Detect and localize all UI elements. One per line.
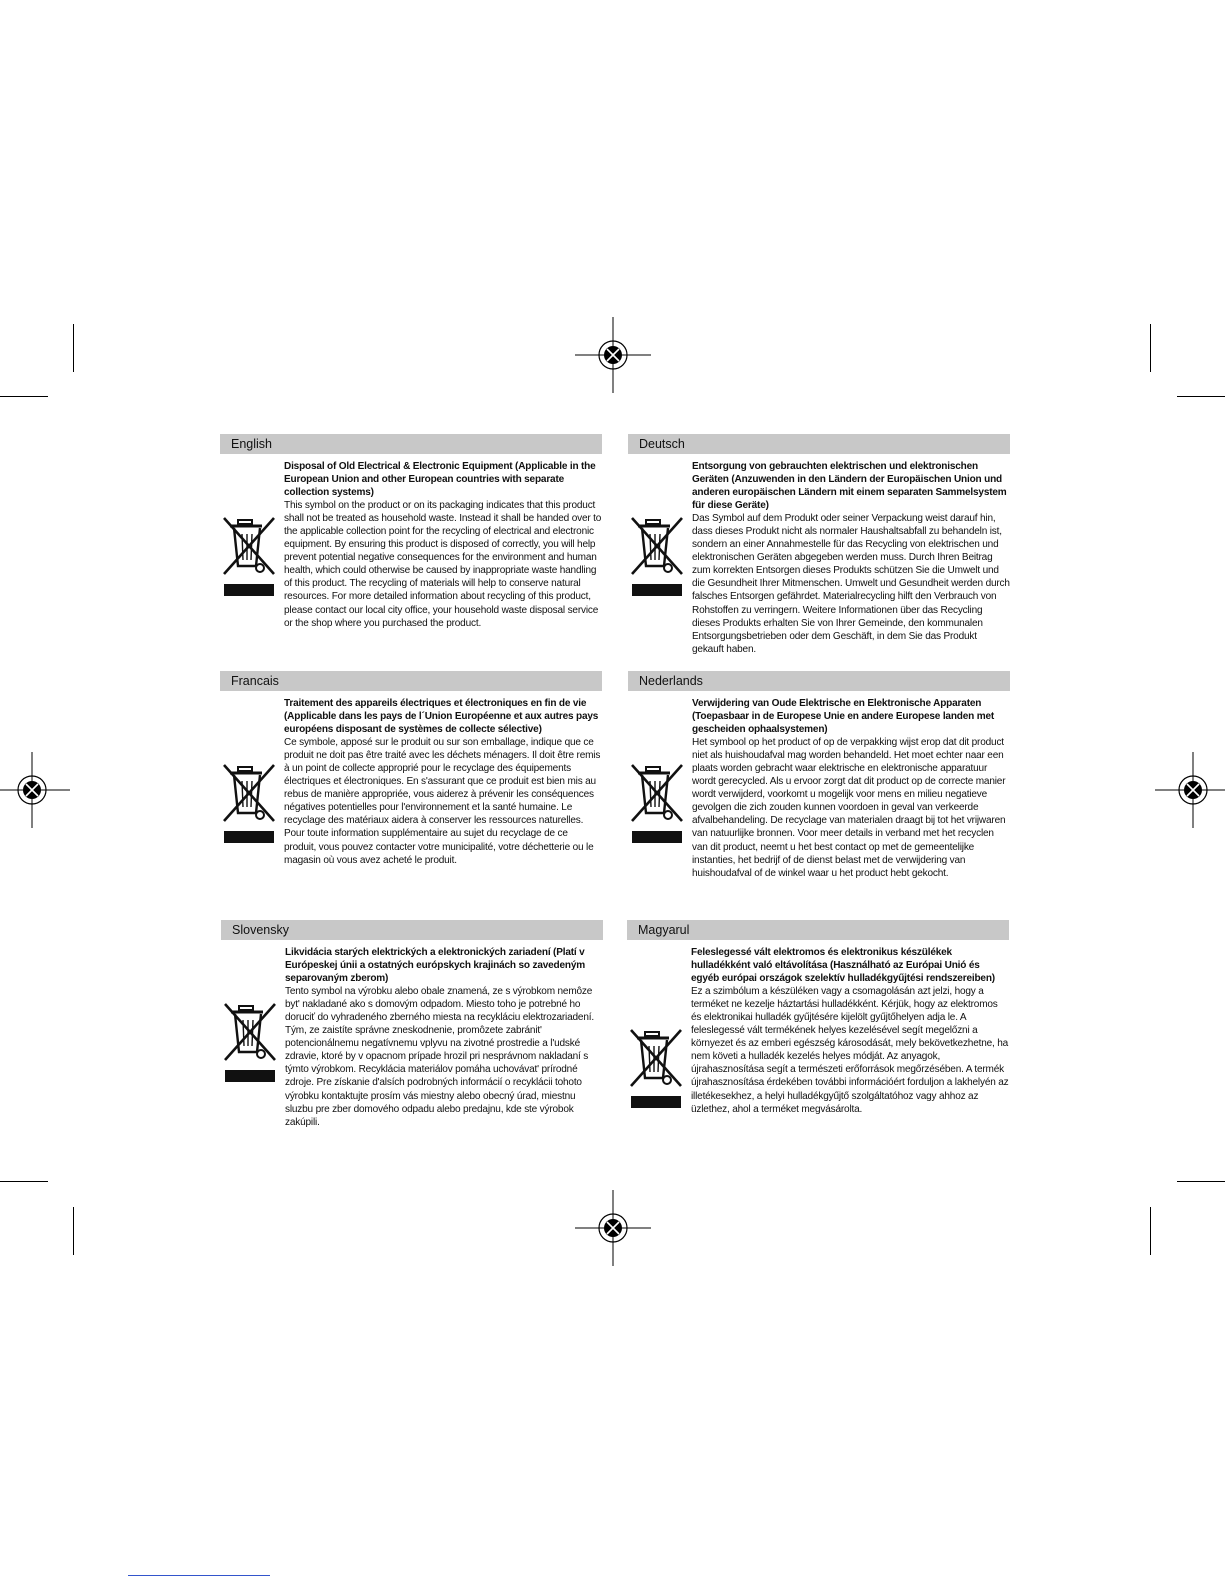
- crop-mark: [1177, 1181, 1225, 1182]
- section-body: Ce symbole, apposé sur le produit ou sur son emballage, indique que ce produit ne doit pas être traité avec les déchets ménagers. Il doit être remis à un point de collecte approprié pour le recyclage des équipements électriques et électroniques. En s'assurant que ce produit est bien mis au rebus de manière appropriée, vous aiderez à prévenir les conséquences négatives potentielles pour l'environnement et la santé humaine. Le recyclage des matériaux aidera à conserver les ressources naturelles. Pour toute information supplémentaire au sujet du recyclage de ce produit, vous pouvez contacter votre municipalité, votre déchetterie ou le magasin où vous avez acheté le produit.: [284, 737, 601, 866]
- section-body: Das Symbol auf dem Produkt oder seiner Verpackung weist darauf hin, dass dieses Produkt nicht als normaler Haushaltsabfall zu behandeln ist, sondern an einer Annahmestelle für das Recycling von elektrischen und elektronischen Geräten abgegeben werden muss. Durch Ihren Beitrag zum korrekten Entsorgen dieses Produkts schützen Sie die Umwelt und die Gesundheit Ihrer Mitmenschen. Umwelt und Gesundheit werden durch falsches Entsorgen gefährdet. Materialrecycling hilft den Verbrauch von Rohstoffen zu verringern. Weitere Informationen über das Recycling dieses Produkts erhalten Sie von Ihrer Gemeinde, den kommunalen Entsorgungsbetrieben oder dem Geschäft, in dem Sie das Produkt gekauft haben.: [692, 513, 1010, 655]
- weee-bar: [631, 1096, 681, 1108]
- crossed-out-bin-icon: [630, 514, 684, 576]
- weee-symbol: [223, 1000, 277, 1082]
- crop-mark: [73, 1207, 74, 1255]
- crop-mark: [1150, 1207, 1151, 1255]
- registration-mark-icon: [1155, 752, 1225, 828]
- weee-bar: [225, 1070, 275, 1082]
- crop-mark: [1150, 324, 1151, 372]
- section-header: Slovensky: [221, 920, 603, 940]
- weee-symbol: [630, 761, 684, 843]
- crossed-out-bin-icon: [223, 1000, 277, 1062]
- registration-mark-icon: [575, 317, 651, 393]
- crop-mark: [73, 324, 74, 372]
- section-magyarul: [627, 920, 1009, 1116]
- section-title: Feleslegessé vált elektromos és elektronikus készülékek hulladékként való eltávolítása (Használható az Európai Unió és egyéb európai országok szelektív hulladékgyűjtési rendszereiben): [691, 947, 995, 985]
- registration-mark-icon: [575, 1190, 651, 1266]
- section-title: Entsorgung von gebrauchten elektrischen und elektronischen Geräten (Anzuwenden in den Ländern der Europäischen Union und anderen europäischen Ländern mit einem separaten Sammelsystem für diese Geräte): [692, 461, 1007, 512]
- section-header: Francais: [220, 671, 602, 691]
- section-title: Verwijdering van Oude Elektrische en Elektronische Apparaten (Toepasbaar in de Europese Unie en andere Europese landen met gescheiden ophaalsystemen): [692, 698, 995, 736]
- bottom-underline: [128, 1575, 270, 1576]
- section-title: Traitement des appareils électriques et électroniques en fin de vie (Applicable dans les pays de l´Union Européenne et aux autres pays européens disposant de systèmes de collecte sélective): [284, 698, 599, 736]
- section-header: English: [220, 434, 602, 454]
- crossed-out-bin-icon: [630, 761, 684, 823]
- weee-symbol: [222, 514, 276, 596]
- section-header: Nederlands: [628, 671, 1010, 691]
- weee-symbol: [222, 761, 276, 843]
- weee-symbol: [629, 1026, 683, 1108]
- section-body: Het symbool op het product of op de verpakking wijst erop dat dit product niet als huishoudafval mag worden behandeld. Het moet echter naar een plaats worden gebracht waar elektrische en elektronische apparatuur wordt gerecycled. Als u ervoor zorgt dat dit product op de correcte manier wordt verwijderd, voorkomt u mogelijk voor mens en milieu negatieve gevolgen die zich zouden kunnen voordoen in geval van verkeerde afvalbehandeling. De recyclage van materialen draagt bij tot het vrijwaren van natuurlijke bronnen. Voor meer details in verband met het recyclen van dit product, neemt u het best contact op met de gemeentelijke instanties, het bedrijf of de dienst belast met de verwijdering van huishoudafval of de winkel waar u het product hebt gekocht.: [692, 737, 1006, 879]
- weee-bar: [632, 584, 682, 596]
- section-deutsch: [628, 434, 1010, 656]
- section-body: Tento symbol na výrobku alebo obale znamená, ze s výrobkom nemôze byt' nakladané ako s domovým odpadom. Miesto toho je potrebné ho doruciť do vyhradeného zberného miesta na recykláciu elektrozariadení. Tým, ze zaistíte správne zneskodnenie, promôzete zabránit' potencionálnemu negatívnemu vplyvu na zivotné prostredie a l'udské zdravie, ktoré by v opacnom prípade hrozil pri nesprávnom nakladaní s týmto výrobkom. Recyklácia materiálov pomáha uchovávat' prírodné zdroje. Pre získanie d'alsích podrobných informácií o recyklácii tohoto výrobku kontaktujte prosím vás miestny alebo obecný úrad, miestnu sluzbu pre zber domového odpadu alebo predajnu, kde ste výrobok zakúpili.: [285, 986, 594, 1128]
- section-body: This symbol on the product or on its packaging indicates that this product shall not be treated as household waste. Instead it shall be handed over to the applicable collection point for the recycling of electrical and electronic equipment. By ensuring this product is disposed of correctly, you will help prevent potential negative consequences for the environment and human health, which could otherwise be caused by inappropriate waste handling of this product. The recycling of materials will help to conserve natural resources. For more detailed information about recycling of this product, please contact our local city office, your household waste disposal service or the shop where you purchased the product.: [284, 500, 602, 629]
- section-header: Magyarul: [627, 920, 1009, 940]
- section-body: Ez a szimbólum a készüléken vagy a csomagolásán azt jelzi, hogy a terméket ne kezelje háztartási hulladékként. Kérjük, hogy az elektromos és elektronikai hulladék gyűjtésére kijelölt gyűjtőhelyen adja le. A feleslegessé vált termékének helyes kezelésével segít megelőzni a környezet és az emberi egészség károsodását, mely bekövetkezhetne, ha nem követi a hulladék kezelés helyes módját. Az anyagok, újrahasznosítása segít a természeti erőforrások megőrzésében. A termék újrahasznosítása érdekében további információért forduljon a lakhelyén az illetékesekhez, a helyi hulladékgyűjtő szolgáltatóhoz vagy ahhoz az üzlethez, ahol a terméket megvásárolta.: [691, 986, 1009, 1115]
- section-header: Deutsch: [628, 434, 1010, 454]
- crop-mark: [1177, 396, 1225, 397]
- crossed-out-bin-icon: [222, 514, 276, 576]
- weee-bar: [632, 831, 682, 843]
- crop-mark: [0, 1181, 48, 1182]
- weee-bar: [224, 584, 274, 596]
- crop-mark: [0, 396, 48, 397]
- weee-symbol: [630, 514, 684, 596]
- section-francais: [220, 671, 602, 867]
- registration-mark-icon: [0, 752, 70, 828]
- section-title: Likvidácia starých elektrických a elektronických zariadení (Platí v Európeskej únii a ostatných európskych krajinách so zavedeným separovaným zberom): [285, 947, 586, 985]
- crossed-out-bin-icon: [629, 1026, 683, 1088]
- crossed-out-bin-icon: [222, 761, 276, 823]
- section-nederlands: [628, 671, 1010, 880]
- section-english: [220, 434, 602, 630]
- section-title: Disposal of Old Electrical & Electronic Equipment (Applicable in the European Union and other European countries with separate collection systems): [284, 461, 596, 499]
- weee-bar: [224, 831, 274, 843]
- section-slovensky: [221, 920, 603, 1129]
